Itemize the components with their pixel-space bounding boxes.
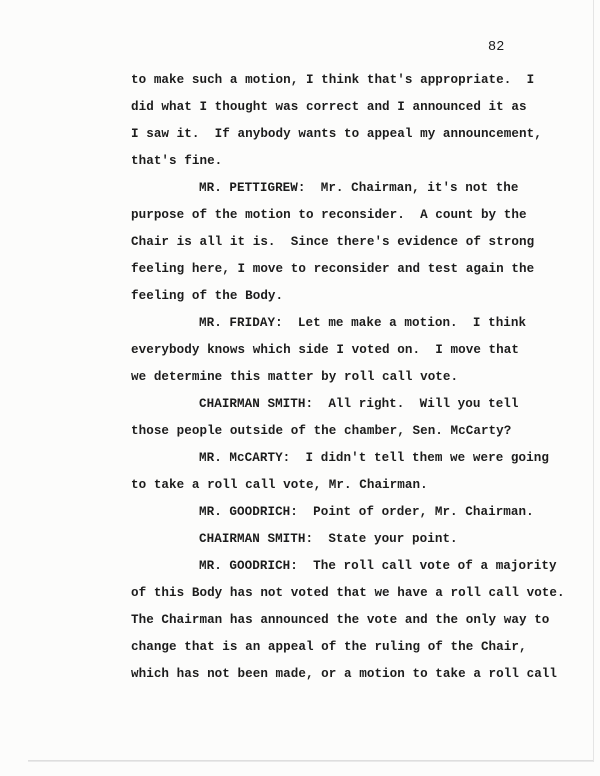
speaker-line: CHAIRMAN SMITH: All right. Will you tell xyxy=(199,397,519,411)
transcript-line: purpose of the motion to reconsider. A count by the xyxy=(131,208,527,222)
speaker-line: MR. McCARTY: I didn't tell them we were going xyxy=(199,451,549,465)
transcript-line: I saw it. If anybody wants to appeal my announcement, xyxy=(131,127,542,141)
page-bottom-edge xyxy=(28,760,594,762)
transcript-line: that's fine. xyxy=(131,154,223,168)
transcript-line: The Chairman has announced the vote and the only way to xyxy=(131,613,550,627)
transcript-line: feeling here, I move to reconsider and test again the xyxy=(131,262,535,276)
transcript-line: which has not been made, or a motion to take a roll call xyxy=(131,667,558,681)
transcript-line: to make such a motion, I think that's appropriate. I xyxy=(131,73,535,87)
transcript-line: feeling of the Body. xyxy=(131,289,284,303)
speaker-line: MR. FRIDAY: Let me make a motion. I think xyxy=(199,316,527,330)
speaker-line: MR. GOODRICH: Point of order, Mr. Chairman. xyxy=(199,505,534,519)
page-right-edge xyxy=(593,0,594,762)
transcript-line: to take a roll call vote, Mr. Chairman. xyxy=(131,478,428,492)
speaker-line: CHAIRMAN SMITH: State your point. xyxy=(199,532,458,546)
transcript-line: everybody knows which side I voted on. I move that xyxy=(131,343,519,357)
transcript-line: we determine this matter by roll call vote. xyxy=(131,370,459,384)
speaker-line: MR. GOODRICH: The roll call vote of a majority xyxy=(199,559,557,573)
transcript-line: of this Body has not voted that we have a roll call vote. xyxy=(131,586,565,600)
page-number: 82 xyxy=(488,40,505,55)
transcript-line: those people outside of the chamber, Sen. McCarty? xyxy=(131,424,512,438)
transcript-line: change that is an appeal of the ruling of the Chair, xyxy=(131,640,527,654)
speaker-line: MR. PETTIGREW: Mr. Chairman, it's not the xyxy=(199,181,519,195)
transcript-line: did what I thought was correct and I announced it as xyxy=(131,100,527,114)
transcript-line: Chair is all it is. Since there's evidence of strong xyxy=(131,235,535,249)
